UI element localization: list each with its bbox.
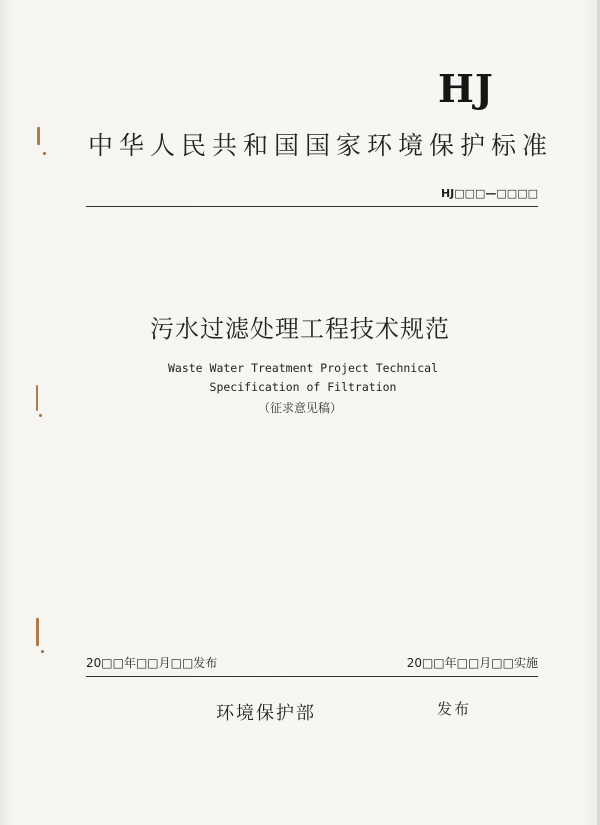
- organization-title: 中华人民共和国国家环境保护标准: [88, 131, 554, 160]
- publish-date: 20□□年□□月□□发布: [86, 656, 218, 670]
- document-title-en: [150, 359, 456, 397]
- effective-date: 20□□年□□月□□实施: [406, 656, 538, 670]
- footer-divider: [86, 676, 538, 677]
- header-divider: [86, 206, 538, 207]
- hj-logo: HJ: [438, 66, 494, 111]
- binding-dot: [41, 650, 44, 653]
- issue-label: 发布: [437, 700, 472, 718]
- draft-note: （征求意见稿）: [257, 401, 342, 415]
- document-title-en-line1: Waste Water Treatment Project Technical: [167, 361, 439, 375]
- document-title-en-line2: Specification of Filtration: [209, 380, 397, 394]
- issuer-name: 环境保护部: [216, 703, 316, 724]
- binding-dot: [43, 152, 46, 155]
- document-title-cn: 污水过滤处理工程技术规范: [150, 315, 450, 343]
- binding-mark: [36, 618, 39, 646]
- binding-mark: [37, 127, 40, 145]
- standard-number: HJ□□□—□□□□: [440, 187, 538, 200]
